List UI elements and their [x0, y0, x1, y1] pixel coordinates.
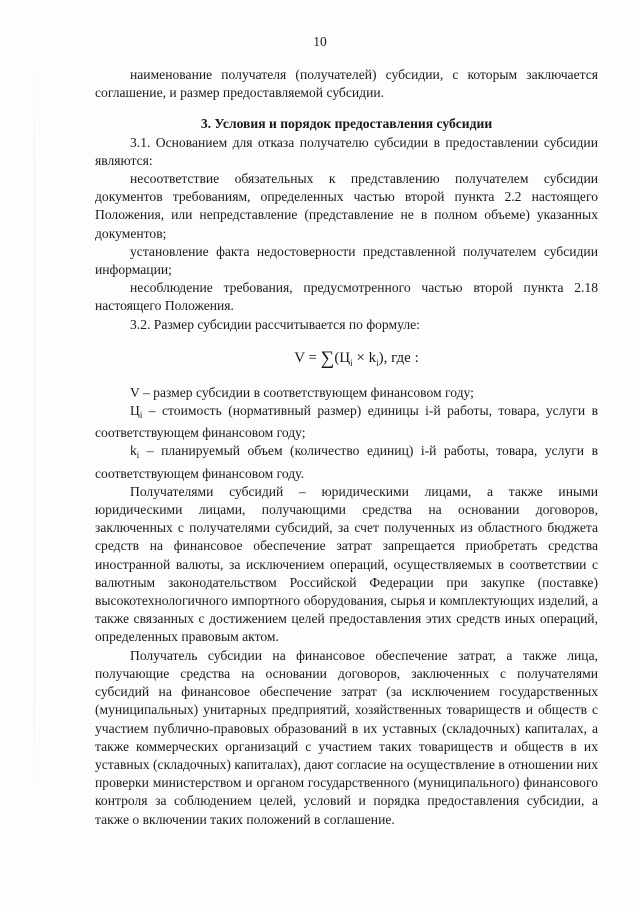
def-c-symbol: Ц: [130, 403, 140, 419]
formula-times: × k: [352, 349, 377, 366]
formula-close: ), где :: [378, 349, 419, 366]
reason-item-3: несоблюдение требования, предусмотренного частью второй пункта 2.18 настоящего Положения.: [95, 280, 598, 314]
formula-sub-k: i: [376, 357, 379, 368]
section-title: 3. Условия и порядок предоставления субсидии: [200, 116, 493, 132]
subsidy-formula: [95, 334, 598, 384]
paragraph-3-1: 3.1. Основанием для отказа получателю субсидии в предоставлении субсидии являются:: [95, 134, 598, 168]
def-c-sub: i: [139, 410, 143, 421]
recipients-paragraph: Получателями субсидий – юридическими лицами, а также иными юридическими лицами, получающими средства на основании договоров, заключенных с получателями субсидий, за счет полученных из областного бюджета средств на финансовое обеспечение затрат запрещается приобретать средства иностранной валюты, за исключением операций, осуществляемых в соответствии с валютным законодательством Российской Федерации при закупке (поставке) высокотехнологичного импортного оборудования, сырья и комплектующих изделий, а также связанных с достижением целей предоставления этих средств иных операций, определенных правовым актом.: [95, 483, 598, 645]
def-k-symbol: k: [130, 443, 137, 459]
formula-sub-c: i: [350, 357, 353, 368]
paragraph-3-2: 3.2. Размер субсидии рассчитывается по формуле:: [130, 316, 420, 332]
formula-open: (Ц: [334, 349, 351, 366]
def-c-text: – стоимость (нормативный размер) единицы i-й работы, товара, услуги в соответствующем финансовом году;: [95, 403, 598, 441]
definition-c: [95, 402, 598, 442]
def-k-text: – планируемый объем (количество единиц) i-й работы, товара, услуги в соответствующем финансовом году.: [95, 443, 598, 481]
def-k-sub: i: [136, 450, 140, 461]
reason-item-2: установление факта недостоверности представленной получателем субсидии информации;: [95, 243, 598, 278]
document-body: [95, 66, 598, 829]
formula-left: V =: [294, 349, 318, 366]
page-number: 10: [313, 34, 327, 49]
sum-symbol: ∑: [320, 347, 335, 369]
consent-paragraph: Получатель субсидии на финансовое обеспечение затрат, а также лица, получающие средства на основании договоров, заключенных с получателями субсидий на финансовое обеспечение затрат (за исключением государственных (муниципальных) унитарных предприятий, хозяйственных товариществ и обществ с участием публично-правовых образований в их уставных (складочных) капиталах, а также коммерческих организаций с участием таких товариществ и обществ в их уставных (складочных) капиталах), дают согласие на осуществление в отношении них проверки министерством и органом государственного (муниципального) финансового контроля за соблюдением целей, условий и порядка предоставления субсидии, а также о включении таких положений в соглашение.: [95, 647, 598, 827]
reason-item-1: несоответствие обязательных к представлению получателем субсидии документов требованиям, определенных частью второй пункта 2.2 настоящего Положения, или непредставление (представление не в полном объеме) указанных документов;: [95, 171, 598, 241]
scan-edge-mark: [34, 40, 35, 820]
definition-v: V – размер субсидии в соответствующем финансовом году;: [130, 384, 474, 400]
intro-paragraph: наименование получателя (получателей) субсидии, с которым заключается соглашение, и размер предоставляемой субсидии.: [95, 67, 598, 101]
definition-k: [95, 442, 598, 482]
